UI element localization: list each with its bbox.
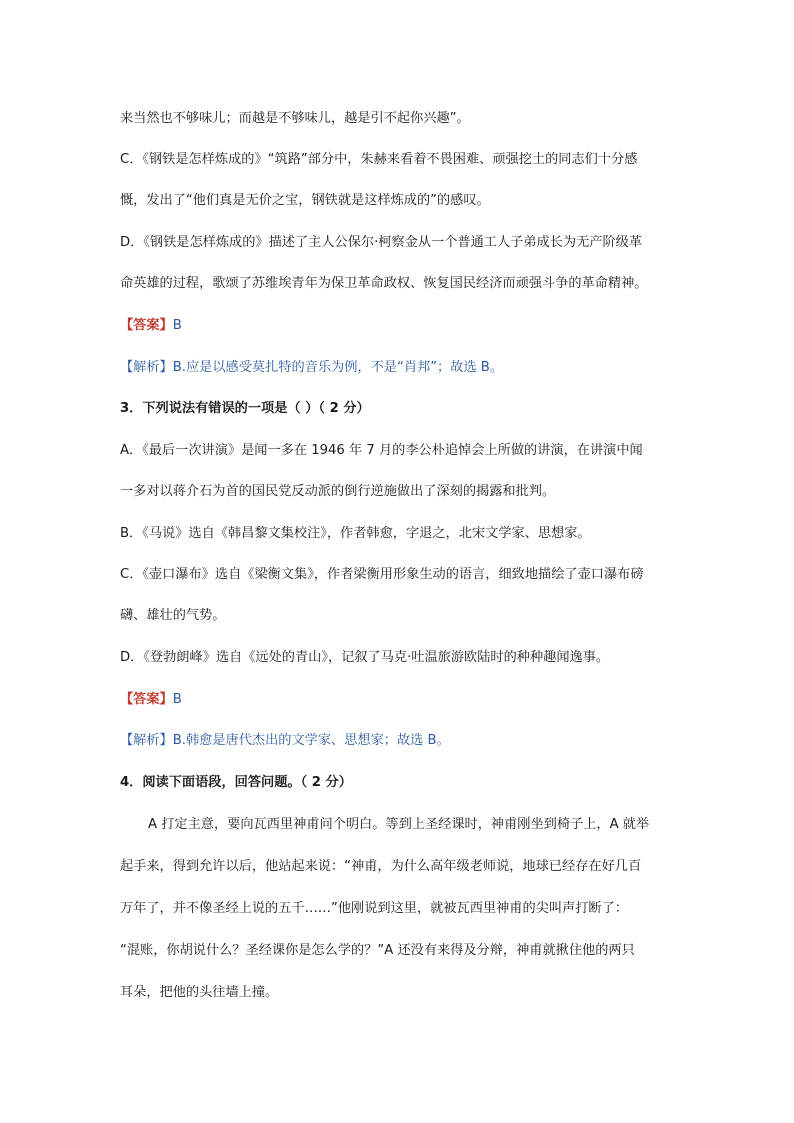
- option-a-line: A．《最后一次讲演》是闻一多在 1946 年 7 月的李公朴追悼会上所做的讲演，在讲演中闻: [120, 443, 643, 458]
- passage-line: “混账，你胡说什么？圣经课你是怎么学的？”A 还没有来得及分辩，神甫就揪住他的两只: [120, 943, 635, 958]
- option-c-line: C．《壶口瀑布》选自《梁衡文集》，作者梁衡用形象生动的语言，细致地描绘了壶口瀑布磅: [120, 567, 644, 582]
- text-line: 一多对以蒋介石为首的国民党反动派的倒行逆施做出了深刻的揭露和批判。: [120, 484, 556, 499]
- answer-row: [120, 316, 680, 336]
- analysis-text: B.韩愈是唐代杰出的文学家、思想家；故选 B。: [172, 733, 450, 748]
- text-line: 来当然也不够味儿；而越是不够味儿，越是引不起你兴趣”。: [120, 111, 470, 126]
- option-b-line: B．《马说》选自《韩昌黎文集校注》，作者韩愈，字退之，北宋文学家、思想家。: [120, 526, 591, 541]
- passage-line: 耳朵，把他的头往墙上撞。: [120, 985, 279, 1000]
- text-line: 慨，发出了“他们真是无价之宝，钢铁就是这样炼成的”的感叹。: [120, 193, 490, 208]
- answer-label: 【答案】: [120, 318, 173, 333]
- analysis-text: B.应是以感受莫扎特的音乐为例，不是“肖邦”；故选 B。: [172, 360, 504, 375]
- option-d-line: D．《登勃朗峰》选自《远处的青山》，记叙了马克·吐温旅游欧陆时的种种趣闻逸事。: [120, 650, 610, 665]
- text-line: 礴、雄壮的气势。: [120, 608, 226, 623]
- answer-value: B: [172, 692, 182, 707]
- answer-row: [120, 690, 680, 710]
- analysis-row: [120, 731, 680, 751]
- text-line: 命英雄的过程，歌颂了苏维埃青年为保卫革命政权、恢复国民经济而顽强斗争的革命精神。: [120, 276, 648, 291]
- option-c-line: C．《钢铁是怎样炼成的》“筑路”部分中，朱赫来看着不畏困难、顽强挖土的同志们十分感: [120, 152, 638, 167]
- analysis-label: 【解析】: [120, 360, 173, 375]
- passage-line: 万年了，并不像圣经上说的五千……”他刚说到这里，就被瓦西里神甫的尖叫声打断了：: [120, 901, 628, 916]
- passage-line: A 打定主意，要向瓦西里神甫问个明白。等到上圣经课时，神甫刚坐到椅子上，A 就举: [148, 817, 650, 832]
- question-3-title: 3．下列说法有错误的一项是（ ）（ 2 分）: [120, 401, 370, 416]
- analysis-label: 【解析】: [120, 733, 173, 748]
- passage-line: 起手来，得到允许以后，他站起来说：“神甫，为什么高年级老师说，地球已经存在好几百: [120, 859, 642, 874]
- option-d-line: D．《钢铁是怎样炼成的》描述了主人公保尔·柯察金从一个普通工人子弟成长为无产阶级革: [120, 235, 643, 250]
- question-4-title: 4．阅读下面语段，回答问题。（ 2 分）: [120, 775, 352, 790]
- answer-label: 【答案】: [120, 692, 173, 707]
- answer-value: B: [172, 318, 182, 333]
- analysis-row: [120, 358, 680, 378]
